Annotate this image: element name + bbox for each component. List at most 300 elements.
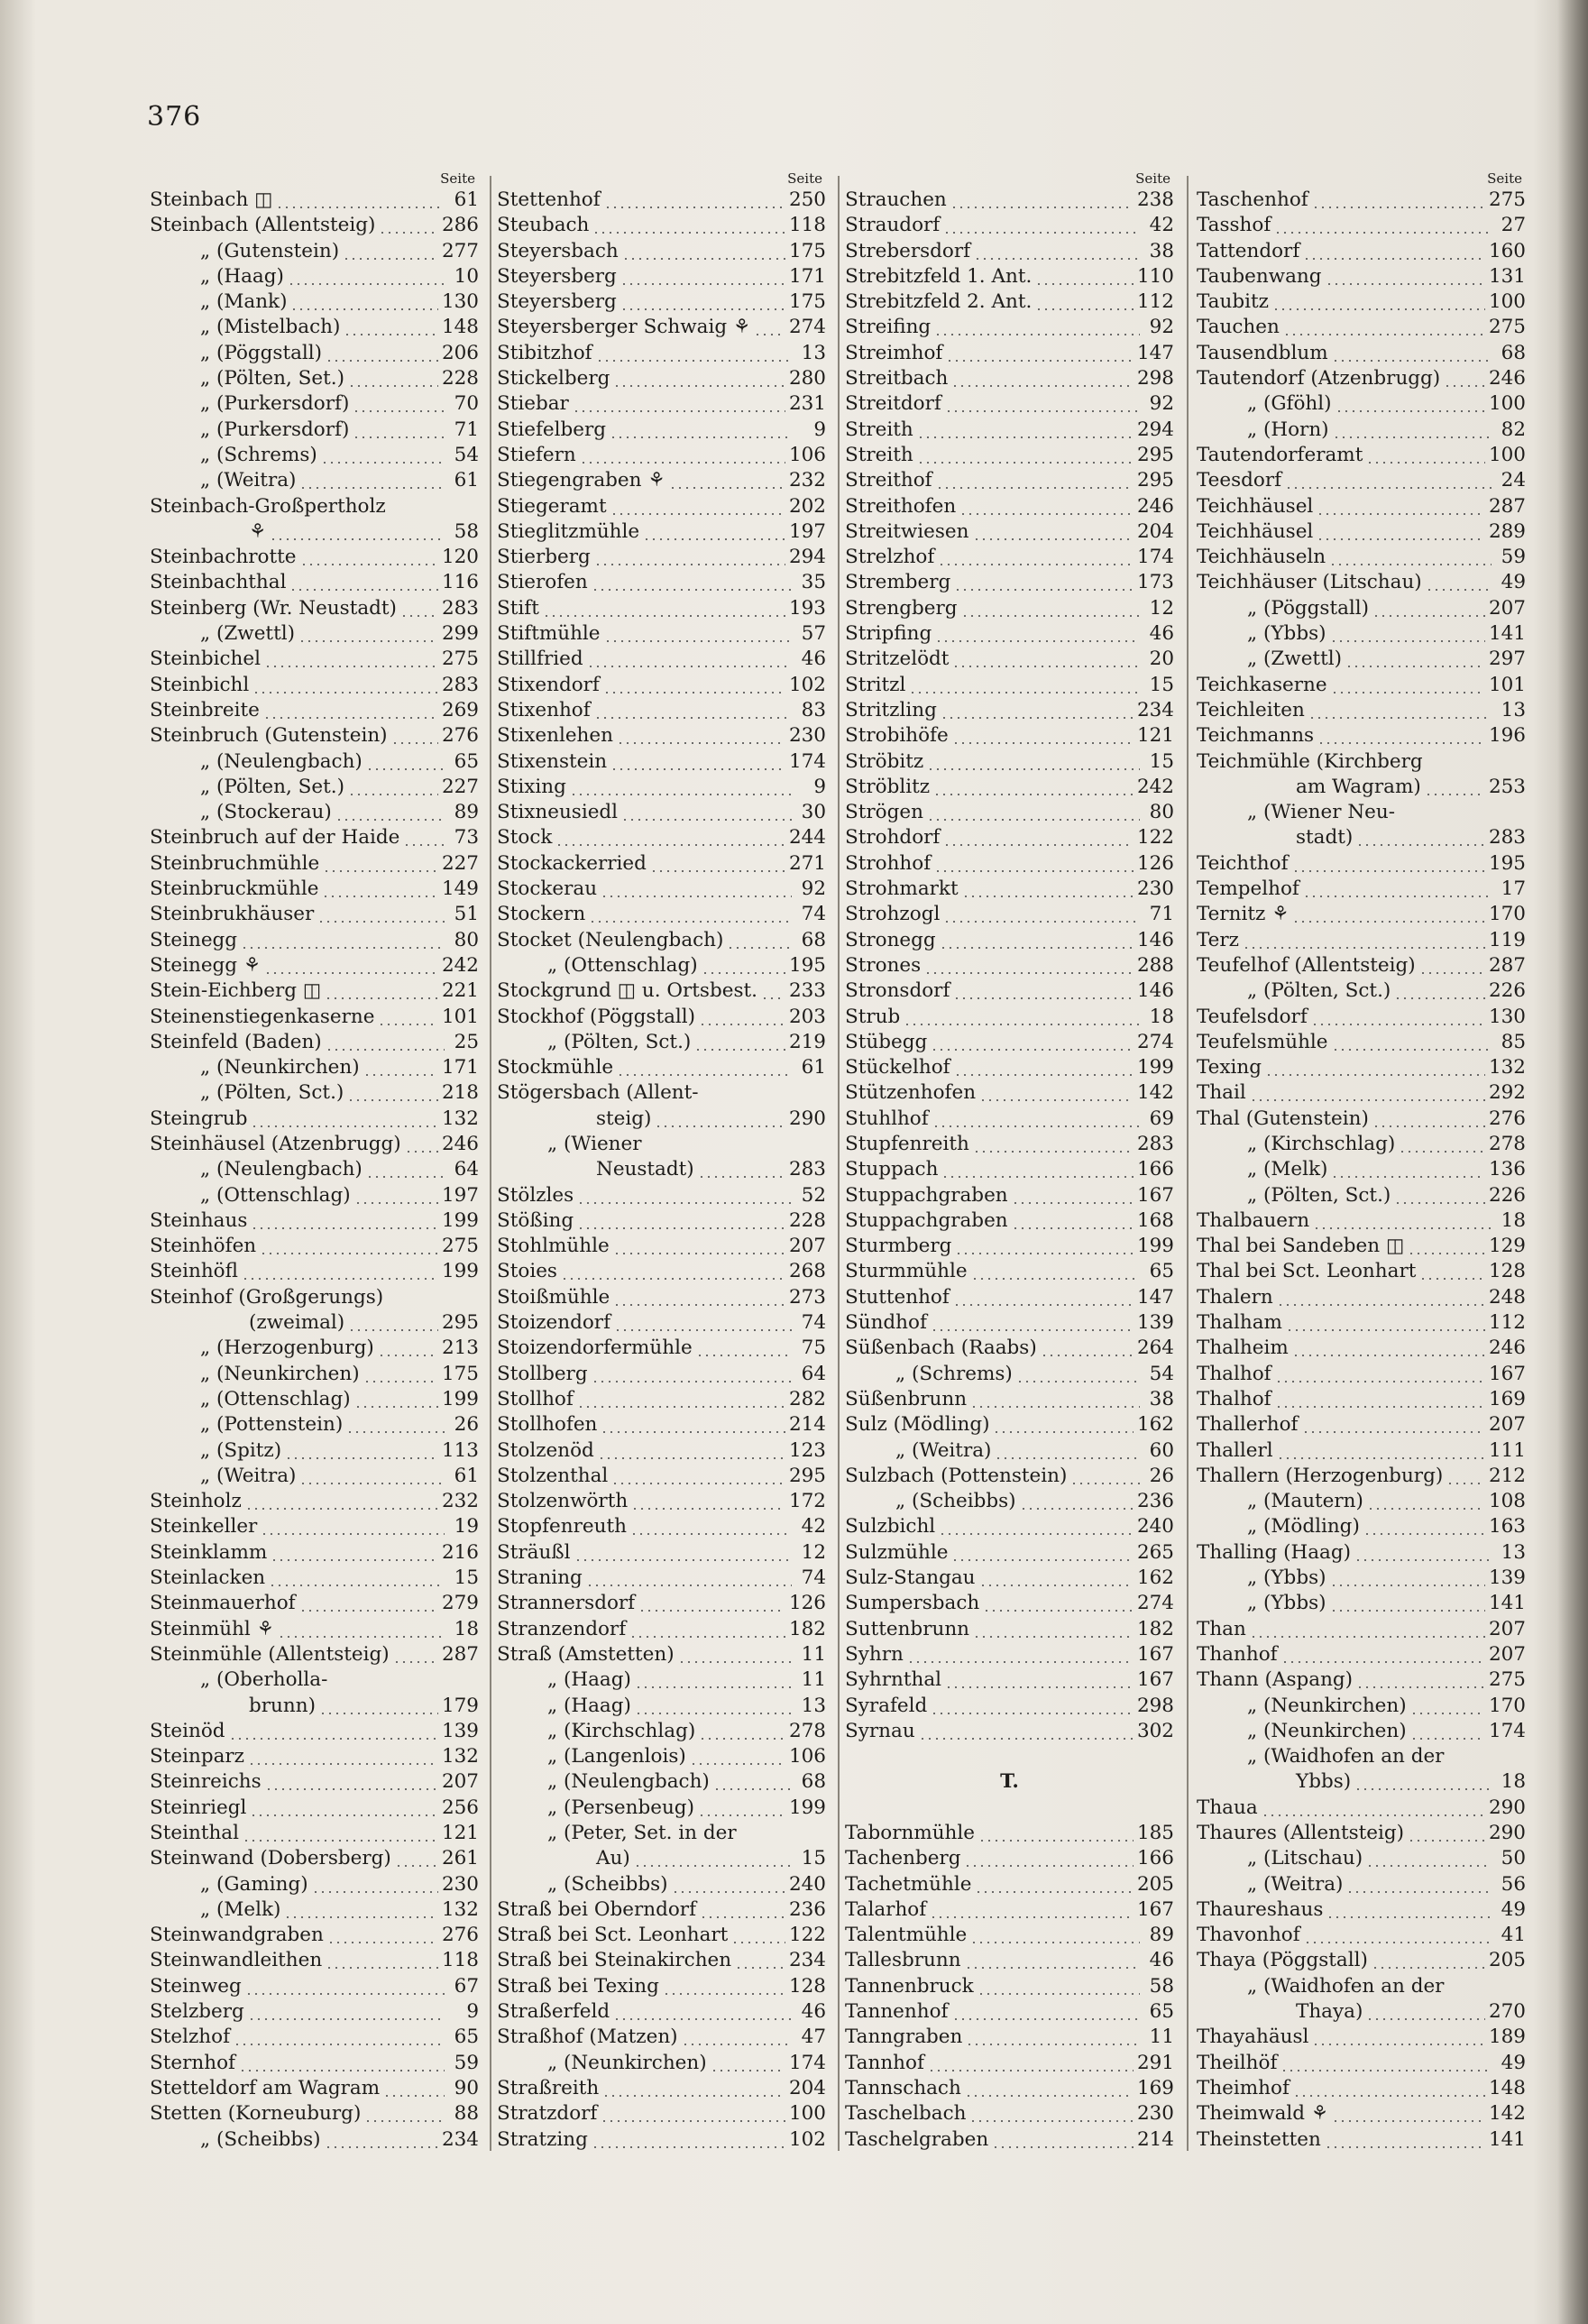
entry-place-name: Stritzling	[845, 698, 937, 721]
entry-place-name: „ (Melk)	[200, 1897, 281, 1921]
entry-page-number: 11	[801, 1668, 826, 1692]
entry-page-number: 132	[441, 1897, 479, 1921]
entry-place-name: Tauchen	[1197, 316, 1280, 339]
entry-place-name: „ (Ottenschlag)	[200, 1183, 351, 1207]
entry-place-name: Tachetmühle	[845, 1872, 972, 1896]
entry-place-name: Straßhof (Matzen)	[497, 2025, 678, 2049]
index-entry	[845, 1719, 1174, 1744]
entry-place-name: „ (Pölten, Sct.)	[200, 1081, 344, 1105]
entry-page-number: 204	[1136, 519, 1174, 543]
index-entry	[845, 545, 1174, 570]
entry-place-name: Steinriegl	[150, 1796, 247, 1819]
entry-place-name: „ (Neunkirchen)	[200, 1056, 360, 1079]
entry-place-name: „ (Melk)	[1247, 1158, 1328, 1181]
leader-dots	[620, 264, 785, 289]
index-entry	[845, 877, 1174, 902]
entry-place-name: Streifing	[845, 316, 932, 339]
entry-place-name: Taschelgraben	[845, 2127, 989, 2151]
entry-page-number: 102	[788, 2127, 826, 2151]
entry-page-number: 80	[454, 928, 479, 951]
leader-dots	[543, 596, 785, 621]
entry-place-name: „ (Neunkirchen)	[1247, 1694, 1407, 1717]
entry-place-name: Thaures (Allentsteig)	[1197, 1822, 1405, 1844]
entry-page-number: 101	[1488, 673, 1526, 696]
index-entry	[1197, 723, 1526, 749]
entry-page-number: 274	[788, 316, 826, 339]
entry-page-number: 290	[1488, 1822, 1526, 1844]
index-entry	[1197, 1157, 1526, 1182]
entry-page-number: 120	[441, 546, 479, 569]
leader-dots	[312, 1872, 438, 1897]
leader-dots	[326, 1948, 438, 1973]
entry-place-name: Steyersberg	[497, 290, 617, 314]
entry-place-name: Stolzenthal	[497, 1464, 609, 1487]
entry-place-name: „ (Litschau)	[1247, 1847, 1363, 1870]
index-entry	[1197, 1310, 1526, 1336]
leader-dots	[348, 1310, 438, 1336]
leader-dots	[1292, 1336, 1485, 1361]
leader-dots	[289, 570, 437, 595]
entry-page-number: 169	[1136, 2076, 1174, 2099]
leader-dots	[592, 213, 785, 238]
entry-page-number: 283	[788, 1158, 826, 1181]
entry-place-name: steig)	[596, 1107, 652, 1130]
entry-page-number: 275	[441, 648, 479, 671]
entry-page-number: 42	[801, 1515, 826, 1539]
leader-dots	[1354, 1769, 1492, 1795]
leader-dots	[269, 1566, 445, 1591]
leader-dots	[1345, 647, 1485, 672]
entry-page-number: 139	[441, 1719, 479, 1742]
entry-place-name: Stratzing	[497, 2127, 588, 2151]
entry-place-name: Stock	[497, 826, 553, 850]
leader-dots	[610, 418, 792, 443]
entry-place-name: Thalheim	[1197, 1337, 1289, 1360]
index-entry	[150, 1310, 479, 1336]
entry-place-name: Stoies	[497, 1260, 557, 1283]
entry-page-number: 136	[1488, 1158, 1526, 1181]
index-entry	[1197, 1566, 1526, 1591]
leader-dots	[971, 1259, 1140, 1284]
leader-dots	[241, 928, 445, 953]
leader-dots	[638, 1591, 785, 1616]
index-entry	[497, 366, 826, 391]
leader-dots	[1317, 519, 1485, 545]
leader-dots	[943, 213, 1140, 238]
entry-place-name: Steinbruch auf der Haide	[150, 826, 400, 850]
leader-dots	[1286, 1310, 1485, 1336]
entry-place-name: Stratzdorf	[497, 2102, 598, 2126]
index-entry	[845, 723, 1174, 749]
leader-dots	[263, 698, 438, 723]
entry-page-number: 298	[1136, 367, 1174, 390]
index-entry	[845, 1948, 1174, 1973]
index-entry	[497, 1923, 826, 1948]
entry-page-number: 106	[788, 443, 826, 466]
index-entry	[150, 239, 479, 264]
index-entry	[1197, 289, 1526, 315]
leader-dots	[1308, 698, 1492, 723]
entry-page-number: 189	[1488, 2025, 1526, 2049]
index-entry	[497, 1642, 826, 1667]
index-entry	[150, 2025, 479, 2050]
leader-dots	[1372, 1107, 1485, 1132]
entry-page-number: 174	[788, 749, 826, 773]
entry-place-name: Thaya)	[1296, 2000, 1363, 2024]
entry-page-number: 290	[1488, 1796, 1526, 1819]
entry-page-number: 92	[801, 877, 826, 901]
entry-place-name: Stockmühle	[497, 1056, 614, 1079]
leader-dots	[954, 570, 1134, 595]
entry-place-name: Stockerau	[497, 877, 598, 901]
index-entry	[150, 1285, 479, 1310]
index-entry	[150, 2051, 479, 2076]
entry-page-number: 64	[801, 1362, 826, 1385]
leader-dots	[631, 1489, 785, 1514]
entry-place-name: (zweimal)	[249, 1311, 345, 1335]
entry-place-name: Syrnau	[845, 1719, 915, 1742]
leader-dots	[621, 800, 792, 825]
entry-page-number: 129	[1488, 1235, 1526, 1258]
leader-dots	[1250, 1617, 1485, 1642]
entry-place-name: Steinwandgraben	[150, 1924, 324, 1947]
leader-dots	[577, 1208, 785, 1234]
index-entry	[497, 596, 826, 621]
entry-place-name: „ (Ybbs)	[1247, 1566, 1326, 1590]
leader-dots	[927, 800, 1140, 825]
leader-dots	[1312, 2025, 1485, 2050]
index-column-2	[497, 170, 826, 2153]
index-entry	[150, 468, 479, 493]
entry-page-number: 146	[1136, 979, 1174, 1003]
index-entry	[1197, 341, 1526, 366]
entry-place-name: Tautendorf (Atzenbrugg)	[1197, 367, 1441, 390]
leader-dots	[965, 2076, 1134, 2101]
entry-page-number: 205	[1488, 1949, 1526, 1972]
entry-page-number: 27	[1501, 214, 1526, 237]
entry-place-name: „ (Spitz)	[200, 1438, 282, 1462]
index-entry	[845, 1310, 1174, 1336]
leader-dots	[587, 647, 792, 672]
entry-page-number: 142	[1136, 1081, 1174, 1105]
leader-dots	[248, 1999, 445, 2025]
index-entry	[845, 1514, 1174, 1539]
entry-page-number: 9	[466, 2000, 479, 2024]
leader-dots	[1280, 2051, 1492, 2076]
leader-dots	[1331, 673, 1485, 698]
leader-dots	[969, 2101, 1133, 2127]
leader-dots	[326, 1030, 445, 1055]
index-entry	[1197, 673, 1526, 698]
leader-dots	[577, 1183, 792, 1208]
leader-dots	[363, 1055, 438, 1080]
entry-place-name: Steinöd	[150, 1719, 225, 1742]
entry-page-number: 173	[1136, 571, 1174, 594]
entry-place-name: Thallerhof	[1197, 1413, 1299, 1437]
index-entry	[150, 1974, 479, 1999]
index-entry	[497, 2025, 826, 2050]
index-entry	[150, 1897, 479, 1923]
entry-page-number: 292	[1488, 1081, 1526, 1105]
entry-page-number: 228	[788, 1208, 826, 1232]
entry-place-name: Straßerfeld	[497, 2000, 610, 2024]
index-entry	[497, 443, 826, 468]
leader-dots	[1330, 1591, 1485, 1616]
index-entry	[1197, 188, 1526, 213]
leader-dots	[299, 1464, 445, 1489]
entry-place-name: Ternitz ⚘	[1197, 903, 1290, 926]
entry-page-number: 216	[441, 1540, 479, 1564]
index-entry	[497, 494, 826, 519]
entry-page-number: 131	[1488, 264, 1526, 288]
leader-dots	[285, 1438, 438, 1464]
index-entry	[1197, 2127, 1526, 2153]
leader-dots	[261, 1514, 445, 1539]
leader-dots	[348, 366, 438, 391]
entry-place-name: Steinklamm	[150, 1540, 268, 1564]
index-entry	[845, 2025, 1174, 2050]
index-entry	[497, 749, 826, 775]
entry-place-name: „ (Neulengbach)	[200, 749, 363, 773]
index-entry	[150, 1872, 479, 1897]
index-entry	[845, 1080, 1174, 1106]
leader-dots	[1366, 443, 1485, 468]
entry-place-name: Stixneusiedl	[497, 801, 619, 824]
entry-place-name: Thal (Gutenstein)	[1197, 1107, 1369, 1130]
leader-dots	[1394, 978, 1485, 1004]
leader-dots	[1354, 1540, 1492, 1566]
index-entry	[497, 1412, 826, 1438]
entry-page-number: 214	[1136, 2127, 1174, 2151]
index-entry	[1197, 596, 1526, 621]
index-entry	[1197, 1948, 1526, 1973]
entry-place-name: „ (Weitra)	[1247, 1872, 1344, 1896]
entry-place-name: „ (Scheibbs)	[547, 1872, 668, 1896]
entry-place-name: „ (Pöggstall)	[200, 341, 323, 364]
entry-place-name: Stiefelberg	[497, 418, 607, 441]
entry-place-name: Thail	[1197, 1081, 1246, 1105]
entry-place-name: Thallerl	[1197, 1438, 1273, 1462]
entry-place-name: „ (Schrems)	[200, 443, 317, 466]
index-entry	[1197, 391, 1526, 417]
leader-dots	[383, 2076, 445, 2101]
leader-dots	[951, 1540, 1133, 1566]
entry-place-name: Stoizendorfermühle	[497, 1337, 693, 1360]
entry-page-number: 128	[1488, 1260, 1526, 1283]
index-entry	[1197, 621, 1526, 647]
entry-place-name: Strelzhof	[845, 546, 935, 569]
entry-page-number: 167	[1136, 1897, 1174, 1921]
index-entry	[845, 1132, 1174, 1157]
index-entry	[845, 366, 1174, 391]
entry-place-name: Steinbrukhäuser	[150, 903, 315, 926]
index-entry	[497, 213, 826, 238]
leader-dots	[945, 391, 1140, 417]
entry-page-number: 295	[1136, 469, 1174, 492]
leader-dots	[995, 1438, 1140, 1464]
leader-dots	[327, 1923, 438, 1948]
leader-dots	[573, 391, 785, 417]
entry-page-number: 102	[788, 673, 826, 696]
entry-place-name: Stuppach	[845, 1158, 939, 1181]
leader-dots	[326, 341, 438, 366]
entry-place-name: „ (Weitra)	[200, 469, 297, 492]
index-entry	[1197, 1030, 1526, 1055]
entry-place-name: Sträußl	[497, 1540, 571, 1564]
leader-dots	[928, 2051, 1134, 2076]
entry-page-number: 65	[1149, 1260, 1174, 1283]
leader-dots	[1016, 1362, 1140, 1387]
entry-place-name: Steinhof (Großgerungs)	[150, 1285, 384, 1309]
entry-place-name: Thalham	[1197, 1311, 1282, 1335]
entry-place-name: Stein-Eichberg ◫	[150, 979, 322, 1003]
leader-dots	[613, 1234, 785, 1259]
index-entry	[497, 2076, 826, 2101]
entry-page-number: 199	[441, 1260, 479, 1283]
index-entry	[845, 289, 1174, 315]
leader-dots	[907, 1642, 1134, 1667]
entry-place-name: „ (Weitra)	[200, 1464, 297, 1487]
entry-place-name: Stixing	[497, 775, 566, 798]
entry-place-name: Streimhof	[845, 341, 943, 364]
index-entry	[845, 1923, 1174, 1948]
entry-page-number: 276	[1488, 1107, 1526, 1130]
index-entry	[497, 1540, 826, 1566]
entry-page-number: 101	[441, 1005, 479, 1028]
entry-page-number: 92	[1149, 316, 1174, 339]
entry-page-number: 207	[1488, 1413, 1526, 1437]
index-entry	[845, 1846, 1174, 1871]
entry-place-name: Thalhof	[1197, 1362, 1271, 1385]
leader-dots	[931, 1030, 1134, 1055]
index-entry	[1197, 647, 1526, 672]
leader-dots	[635, 1694, 792, 1719]
entry-place-name: „ (Stockerau)	[200, 801, 332, 824]
entry-place-name: Tachenberg	[845, 1847, 961, 1870]
entry-page-number: 182	[788, 1617, 826, 1640]
entry-place-name: Stuppachgraben	[845, 1208, 1008, 1232]
entry-place-name: Steinbach ◫	[150, 188, 273, 211]
entry-place-name: Steinbruch (Gutenstein)	[150, 724, 388, 748]
entry-page-number: 18	[1501, 1208, 1526, 1232]
index-entry	[497, 1285, 826, 1310]
leader-dots	[1356, 825, 1485, 850]
entry-page-number: 15	[801, 1847, 826, 1870]
leader-dots	[1035, 264, 1134, 289]
index-entry	[497, 1310, 826, 1336]
entry-page-number: 240	[1136, 1515, 1174, 1539]
entry-place-name: Tautendorferamt	[1197, 443, 1363, 466]
leader-dots	[363, 1362, 438, 1387]
leader-dots	[1326, 264, 1485, 289]
leader-dots	[694, 1030, 785, 1055]
leader-dots	[953, 1285, 1134, 1310]
entry-place-name: Tausendblum	[1197, 341, 1328, 364]
entry-place-name: Syhrnthal	[845, 1668, 942, 1692]
entry-page-number: 113	[441, 1438, 479, 1462]
index-entry	[150, 749, 479, 775]
index-entry	[845, 1438, 1174, 1464]
entry-place-name: Stockgrund ◫ u. Ortsbest.	[497, 979, 757, 1003]
leader-dots	[610, 494, 785, 519]
entry-place-name: „ (Kirchschlag)	[1247, 1132, 1396, 1155]
leader-dots	[1408, 1821, 1485, 1846]
leader-dots	[964, 1846, 1133, 1871]
leader-dots	[1293, 2076, 1485, 2101]
entry-page-number: 273	[788, 1285, 826, 1309]
index-entry	[497, 1157, 826, 1182]
entry-page-number: 106	[788, 1745, 826, 1768]
index-entry	[1197, 1897, 1526, 1923]
entry-page-number	[1495, 749, 1526, 775]
entry-page-number: 233	[788, 979, 826, 1003]
entry-page-number: 219	[788, 1030, 826, 1053]
entry-place-name: „ (Scheibbs)	[895, 1490, 1016, 1513]
entry-place-name: Stopfenreuth	[497, 1515, 627, 1539]
entry-page-number: 175	[788, 290, 826, 314]
leader-dots	[966, 2025, 1140, 2050]
leader-dots	[690, 1744, 785, 1769]
entry-place-name: Streith	[845, 418, 913, 441]
index-entry	[845, 1157, 1174, 1182]
entry-place-name: Strobihöfe	[845, 724, 949, 748]
entry-page-number: 213	[441, 1337, 479, 1360]
entry-page-number: 289	[1488, 519, 1526, 543]
entry-place-name: Stockackerried	[497, 851, 647, 875]
leader-dots	[1332, 2101, 1485, 2127]
leader-dots	[669, 468, 785, 493]
entry-place-name: Thal bei Sandeben ◫	[1197, 1235, 1405, 1258]
leader-dots	[731, 1923, 785, 1948]
entry-page-number: 232	[441, 1490, 479, 1513]
entry-place-name: Stixenstein	[497, 749, 608, 773]
entry-place-name: Sulz-Stangau	[845, 1566, 976, 1590]
index-entry	[845, 1974, 1174, 1999]
entry-place-name: Steinhaus	[150, 1208, 248, 1232]
leader-dots	[1410, 1694, 1485, 1719]
index-entry	[845, 2051, 1174, 2076]
index-entry	[1197, 953, 1526, 978]
index-entry	[150, 2127, 479, 2153]
leader-dots	[300, 545, 438, 570]
index-entry	[497, 1030, 826, 1055]
entry-page-number: 73	[454, 826, 479, 850]
entry-place-name: Syhrn	[845, 1642, 904, 1666]
index-entry	[1197, 1464, 1526, 1489]
entry-page-number: 118	[441, 1949, 479, 1972]
column-divider	[1187, 176, 1189, 2151]
entry-page-number: 236	[1136, 1490, 1174, 1513]
leader-dots	[1399, 1132, 1485, 1157]
entry-page-number: 89	[454, 801, 479, 824]
entry-place-name: Sternhof	[150, 2051, 235, 2074]
index-entry	[1197, 264, 1526, 289]
index-entry	[1197, 1107, 1526, 1132]
entry-page-number: 228	[441, 367, 479, 390]
leader-dots	[643, 519, 785, 545]
entry-page-number: 294	[1136, 418, 1174, 441]
leader-dots	[950, 188, 1134, 213]
entry-place-name: Talentmühle	[845, 1924, 968, 1947]
leader-dots	[1262, 1796, 1485, 1821]
entry-page-number: 207	[441, 1770, 479, 1794]
entry-place-name: Streitbach	[845, 367, 949, 390]
leader-dots	[1283, 315, 1485, 340]
leader-dots	[955, 1234, 1134, 1259]
leader-dots	[952, 1999, 1140, 2025]
index-entry	[150, 1566, 479, 1591]
entry-page-number: 174	[788, 2051, 826, 2074]
